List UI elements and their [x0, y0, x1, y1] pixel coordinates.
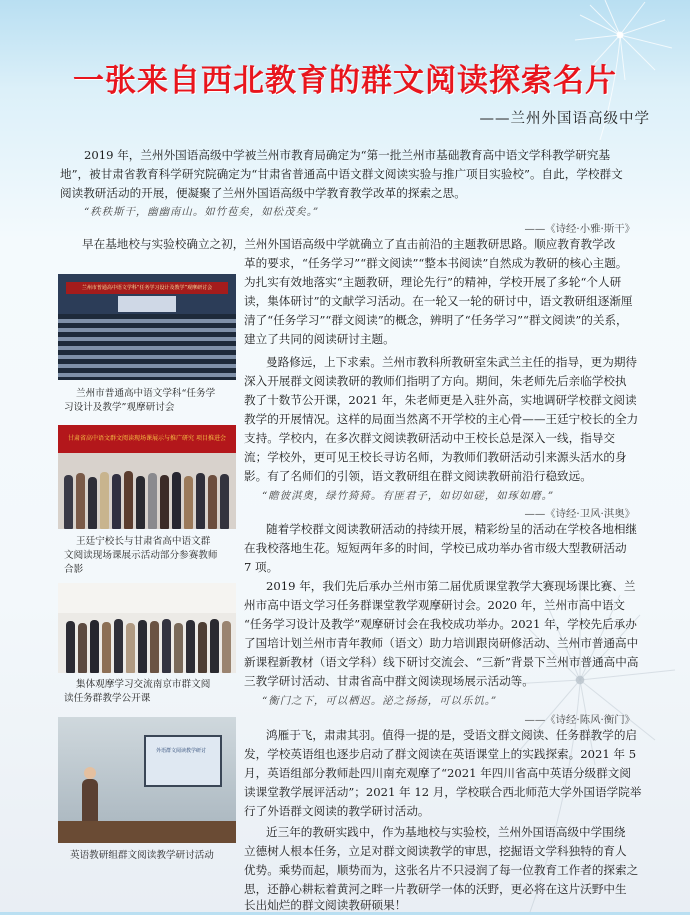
body-line: 曼路修远，上下求索。兰州市教科所教研室朱武兰主任的指导，更为期待	[266, 355, 638, 369]
body-line: 州市高中语文学习任务群课堂教学观摩研讨会。2020 年，兰州市高中语文	[244, 598, 626, 612]
photo-group-indoor	[58, 583, 236, 673]
body-line: 在我校落地生花。短短两年多的时间，学校已成功举办省市级大型教研活动	[244, 541, 627, 555]
body-line: 三教学研讨活动、甘肃省高中群文阅读现场展示活动等。	[244, 674, 534, 688]
photo-caption: 王廷宁校长与甘肃省高中语文群	[76, 536, 211, 547]
body-line: 2019 年，我们先后承办兰州市第二届优质课堂教学大赛现场课比赛、兰	[266, 579, 636, 593]
body-line: 读，集体研讨”的文献学习活动。在一轮又一轮的研讨中，语文教研组逐渐厘	[244, 294, 633, 308]
body-line: 读课堂教学展评活动”；2021 年 12 月，学校联合西北师范大学外国语学院举	[244, 785, 642, 799]
page-title: 一张来自西北教育的群文阅读探索名片	[73, 63, 617, 99]
photo-english-seminar	[58, 717, 236, 843]
body-line: 革的要求，“任务学习”“群文阅读”“整本书阅读”自然成为教研的核心主题。	[244, 256, 628, 270]
intro-line: 2019 年，兰州外国语高级中学被兰州市教育局确定为“第一批兰州市基础教育高中语文学科教学研究基	[84, 148, 611, 162]
desk	[58, 821, 236, 843]
body-line: 教了十数节公开课，2021 年，朱老师更是入驻外高，实地调研学校群文阅读	[244, 393, 637, 407]
photo-caption: 兰州市普通高中语文学科“任务学	[76, 388, 216, 399]
photo-banner: 外语群文阅读教学研讨	[155, 748, 206, 754]
body-line: 鸿雁于飞，肃肃其羽。值得一提的是，受语文群文阅读、任务群教学的启	[266, 728, 638, 742]
body-line: 流；学校外，更可见王校长寻访名师，为教师们教研活动引来源头活水的身	[244, 450, 627, 464]
stage-screen	[118, 296, 176, 312]
body-line: 影。有了名师们的引领，语文教研组在群文阅读教研前沿行稳致远。	[244, 469, 592, 483]
body-line: 近三年的教研实践中，作为基地校与实验校，兰州外国语高级中学围绕	[266, 825, 626, 839]
body-line: 优势。乘势而起，顺势而为，这张名片不只浸润了每一位教育工作者的探索之	[244, 863, 639, 877]
intro-line: 地”，被甘肃省教育科学研究院确定为“甘肃省普通高中语文群文阅读实验与推广项目实验校”。自此，学校群文	[60, 167, 623, 181]
body-line: 行了外语群文阅读的教学研讨活动。	[244, 804, 430, 818]
body-line: 早在基地校与实验校确立之初，兰州外国语高级中学就确立了直击前沿的主题教研思路。顺应教育教学改	[82, 237, 616, 251]
body-line: 月，英语组部分教师赴四川南充观摩了“2021 年四川省高中英语分级群文阅	[244, 766, 631, 780]
photo-caption: 合影	[64, 564, 84, 575]
poem-quote: “衡门之下，可以栖迟。泌之扬扬，可以乐饥。”	[262, 695, 498, 707]
poem-source: ——《诗经·卫风·淇奥》	[524, 508, 635, 520]
poem-quote: “秩秩斯干，幽幽南山。如竹苞矣，如松茂矣。”	[84, 206, 320, 218]
body-line: 了国培计划兰州市青年教师（语文）助力培训跟岗研修活动、兰州市普通高中	[244, 636, 639, 650]
body-line: 为扎实有效地落实“主题教研，理论先行”的精神，学校开展了多轮“个人研	[244, 275, 622, 289]
poem-source: ——《诗经·小雅·斯干》	[524, 223, 635, 235]
photo-caption: 集体观摩学习交流南京市群文阅	[76, 679, 211, 690]
photo-banner: 甘肃省高中语文群文阅读现场课展示与推广研究 项目推进会	[58, 425, 236, 453]
group-people	[58, 607, 236, 673]
body-line: 思，还静心耕耘着黄河之畔一片教研学一体的沃野，更必将在这片沃野中生	[244, 882, 627, 896]
projection-screen	[144, 735, 222, 787]
body-line: 深入开展群文阅读教研的教师们指明了方向。期间，朱老师先后亲临学校执	[244, 374, 627, 388]
body-line: 立德树人根本任务，立足对群文阅读教学的审思，挖掘语文学科独特的育人	[244, 844, 627, 858]
speaker-head	[84, 767, 96, 779]
photo-caption: 习设计及教学”观摩研讨会	[64, 402, 175, 413]
body-line: 7 项。	[244, 560, 279, 574]
photo-caption: 文阅读现场课展示活动部分参赛教师	[64, 550, 218, 561]
body-line: “任务学习设计及教学”观摩研讨会在我校成功举办。2021 年，学校先后承办	[244, 617, 637, 631]
body-line: 随着学校群文阅读教研活动的持续开展，精彩纷呈的活动在学校各地相继	[266, 522, 638, 536]
photo-caption: 读任务群教学公开课	[64, 693, 151, 704]
body-line: 教学的开展情况。这样的局面当然离不开学校的主心骨——王廷宁校长的全力	[244, 412, 639, 426]
photo-group-banner	[58, 425, 236, 529]
body-line: 新课程新教材（语文学科）线下研讨交流会、“三新”背景下兰州市普通高中高	[244, 655, 639, 669]
author-byline: ——兰州外国语高级中学	[479, 111, 650, 127]
body-line: 长出灿烂的群文阅读教研硕果！	[244, 898, 407, 912]
body-line: 清了“任务学习”“群文阅读”的概念，辨明了“任务学习”“群文阅读”的关系，	[244, 313, 628, 327]
photo-banner: 兰州市普通高中语文学科“任务学习设计及教学”观摩研讨会	[66, 282, 228, 294]
poem-source: ——《诗经·陈风·衡门》	[524, 714, 635, 726]
intro-line: 阅读教研活动的开展，便凝聚了兰州外国语高级中学教育教学改革的探索之思。	[60, 186, 466, 200]
poem-quote: “瞻彼淇奥，绿竹猗猗。有匪君子，如切如磋，如琢如磨。”	[262, 490, 555, 502]
body-line: 建立了共同的阅读研讨主题。	[244, 332, 395, 346]
group-people	[58, 453, 236, 529]
photo-conference-hall	[58, 274, 236, 380]
body-line: 支持。学校内，在多次群文阅读教研活动中王校长总是深入一线，指导交	[244, 431, 616, 445]
body-line: 发，学校英语组也逐步启动了群文阅读在英语课堂上的实践探索。2021 年 5	[244, 747, 637, 761]
audience	[58, 314, 236, 380]
photo-caption: 英语教研组群文阅读教学研讨活动	[70, 850, 214, 861]
